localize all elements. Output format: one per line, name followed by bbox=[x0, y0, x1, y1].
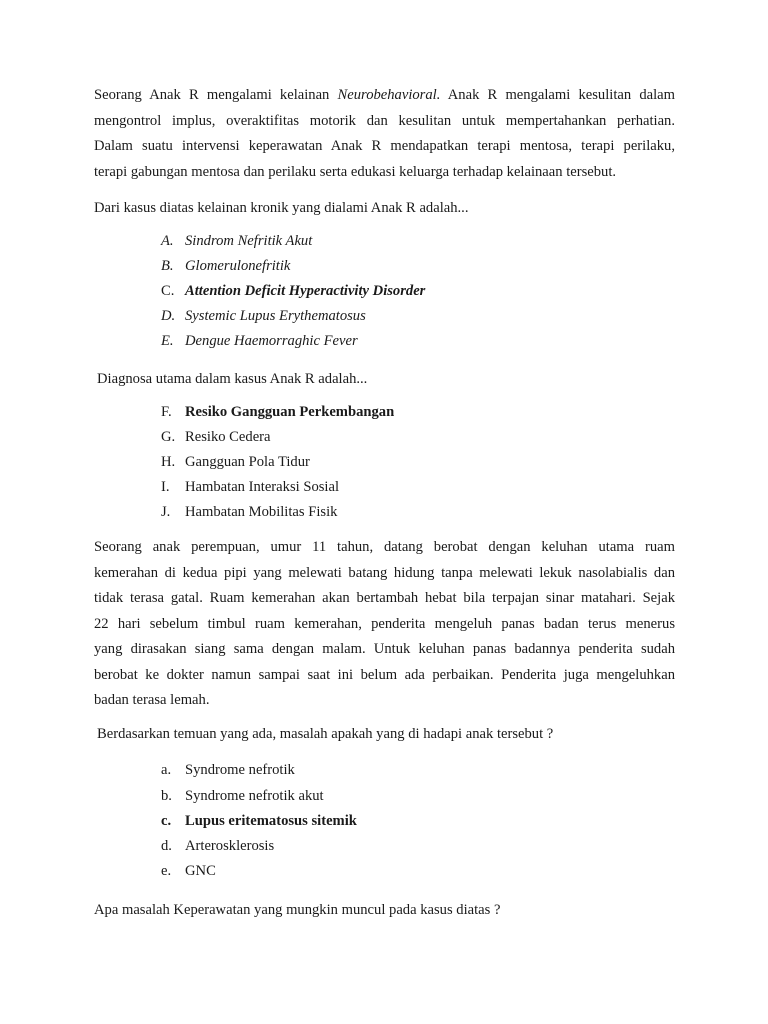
question-2: Diagnosa utama dalam kasus Anak R adalah... bbox=[97, 371, 368, 387]
q1-option-b: B. Glomerulonefritik bbox=[161, 258, 291, 274]
question-4: Apa masalah Keperawatan yang mungkin muncul pada kasus diatas ? bbox=[94, 902, 501, 918]
case1-line-2: mengontrol implus, overaktifitas motorik dan kesulitan untuk mempertahankan perhatian. bbox=[94, 112, 675, 129]
q2-option-f-answer: F. Resiko Gangguan Perkembangan bbox=[161, 404, 395, 420]
case2-line-5: yang dirasakan siang sama dengan malam. Untuk keluhan panas badannya penderita sudah bbox=[94, 641, 675, 657]
case1-line-3: Dalam suatu intervensi keperawatan Anak R mendapatkan terapi mentosa, terapi perilaku, bbox=[94, 138, 675, 154]
q3-option-d: d. Arterosklerosis bbox=[161, 838, 275, 854]
q1-option-d: D. Systemic Lupus Erythematosus bbox=[161, 308, 366, 324]
case1-emphasis: Neurobehavioral. bbox=[337, 87, 441, 103]
q1-option-c-answer: C. Attention Deficit Hyperactivity Disorder bbox=[161, 283, 426, 299]
case2-line-2: kemerahan di kedua pipi yang melewati batang hidung tanpa melewati lekuk nasolabialis dan bbox=[94, 564, 675, 581]
q3-option-c-answer: c. Lupus eritematosus sitemik bbox=[161, 813, 357, 829]
question-1: Dari kasus diatas kelainan kronik yang dialami Anak R adalah... bbox=[94, 200, 469, 216]
case1-line-1: Seorang Anak R mengalami kelainan Neurobehavioral. Anak R mengalami kesulitan dalam bbox=[94, 87, 676, 103]
case1-paragraph bbox=[94, 83, 675, 185]
q2-option-g: G. Resiko Cedera bbox=[161, 429, 271, 445]
q3-option-e: e. GNC bbox=[161, 863, 216, 879]
case2-line-6: berobat ke dokter namun sampai saat ini belum ada perbaikan. Penderita juga mengeluhkan bbox=[94, 666, 675, 683]
case2-line-1: Seorang anak perempuan, umur 11 tahun, datang berobat dengan keluhan utama ruam bbox=[94, 539, 675, 555]
q2-option-j: J. Hambatan Mobilitas Fisik bbox=[161, 504, 338, 520]
case2-line-7: badan terasa lemah. bbox=[94, 692, 210, 708]
case1-line-4: terapi gabungan mentosa dan perilaku serta edukasi keluarga terhadap kelainaan tersebut. bbox=[94, 163, 617, 180]
q1-option-e: E. Dengue Haemorraghic Fever bbox=[161, 333, 358, 349]
q2-option-i: I. Hambatan Interaksi Sosial bbox=[161, 479, 340, 495]
q2-option-h: H. Gangguan Pola Tidur bbox=[161, 454, 310, 470]
case2-paragraph bbox=[94, 535, 675, 714]
case2-line-4: 22 hari sebelum timbul ruam kemerahan, penderita mengeluh panas badan terus menerus bbox=[94, 615, 675, 632]
q3-option-a: a. Syndrome nefrotik bbox=[161, 762, 295, 778]
q3-option-b: b. Syndrome nefrotik akut bbox=[161, 788, 324, 804]
case2-line-3: tidak terasa gatal. Ruam kemerahan akan bertambah hebat bila terpajan sinar matahari. Sejak bbox=[94, 590, 675, 606]
question-3: Berdasarkan temuan yang ada, masalah apakah yang di hadapi anak tersebut ? bbox=[97, 726, 554, 742]
q1-option-a: A. Sindrom Nefritik Akut bbox=[161, 233, 313, 249]
